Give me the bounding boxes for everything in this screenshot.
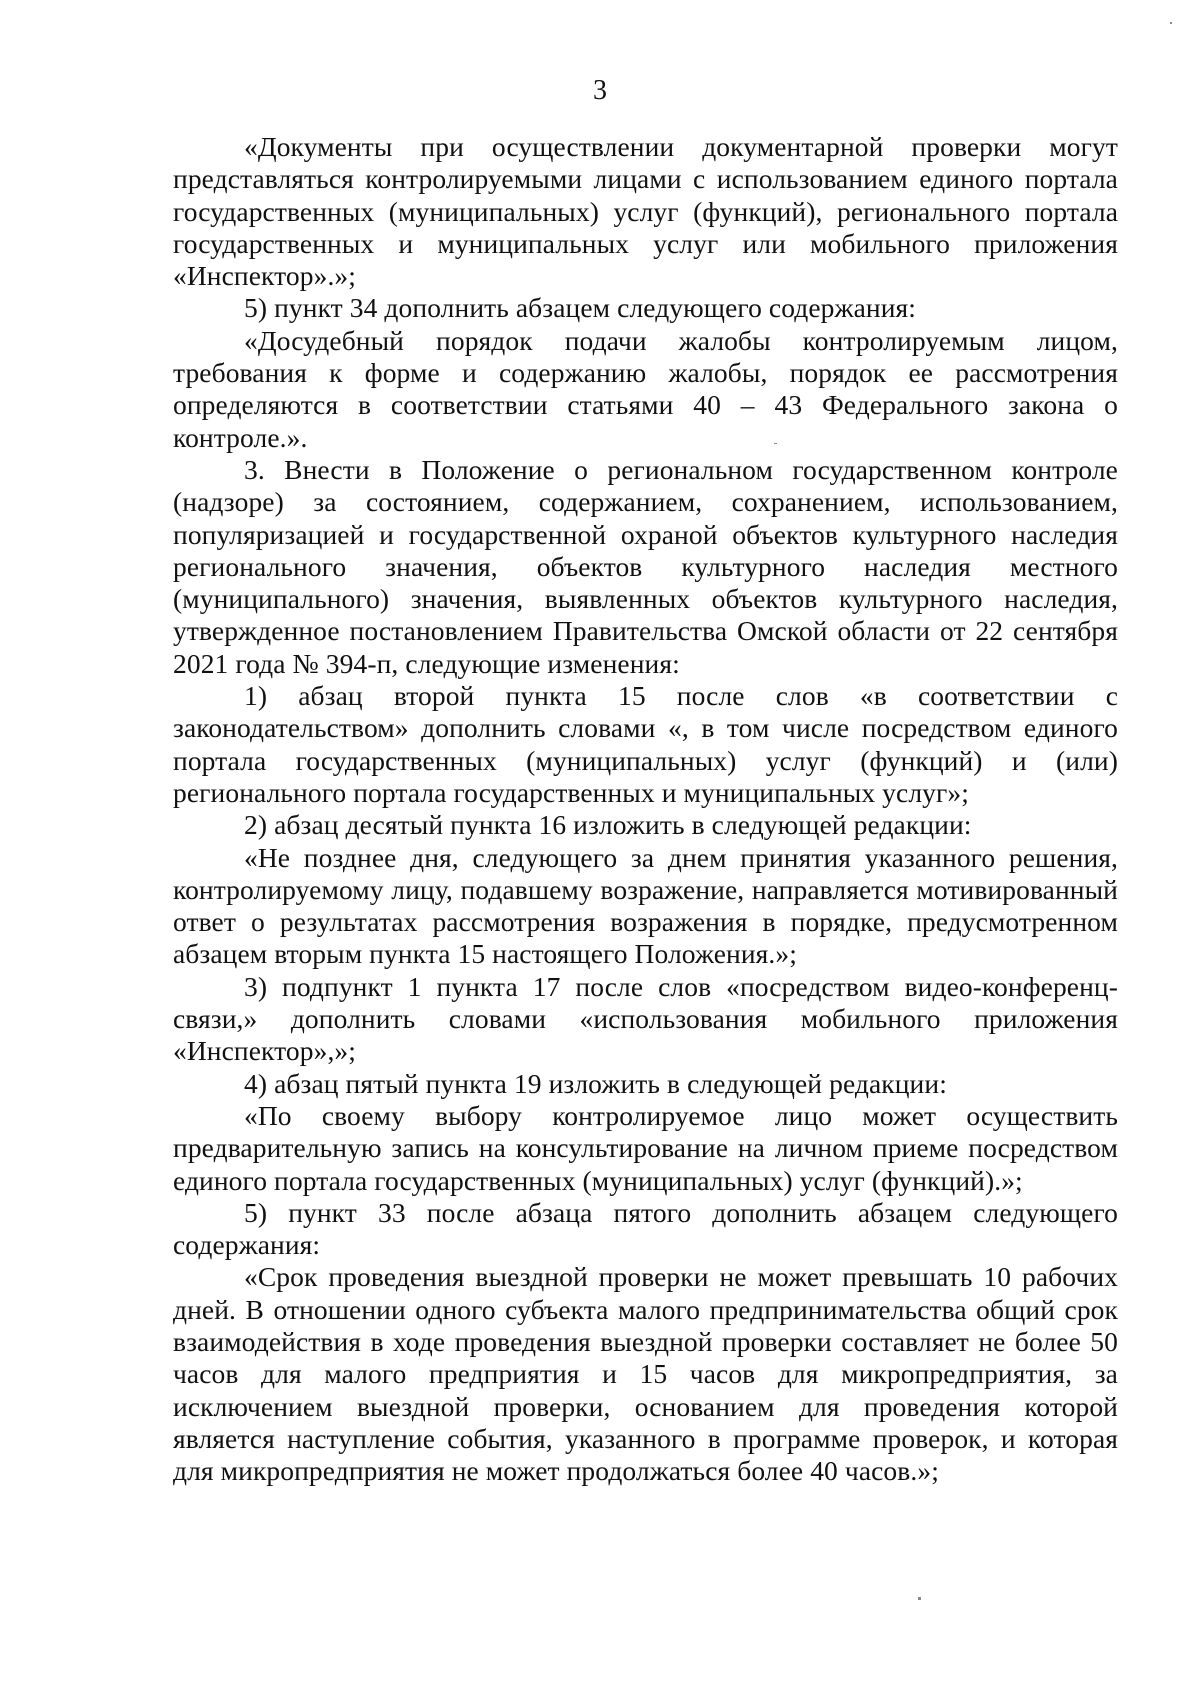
paragraph-item-1: 1) абзац второй пункта 15 после слов «в соответствии с законодательством» дополнить словами «, в том числе посредством единого портала государственных (муниципальных) услуг (функций) и (или) регионального портала государственных и муниципальных услуг»; xyxy=(173,680,1118,808)
paragraph-item-5-point-33: 5) пункт 33 после абзаца пятого дополнить абзацем следующего содержания: xyxy=(173,1196,1118,1261)
paragraph-item-5-point-34: 5) пункт 34 дополнить абзацем следующего содержания: xyxy=(244,292,917,324)
page-number: 3 xyxy=(593,75,607,106)
paragraph-documents-quote: «Документы при осуществлении документарной проверки могут представляться контролируемыми лицами с использованием единого портала государственных (муниципальных) услуг (функций), регионального портала государственных и муниципальных услуг или мобильного приложения «Инспектор».»; xyxy=(173,131,1118,292)
paragraph-item-4: 4) абзац пятый пункта 19 изложить в следующей редакции: xyxy=(244,1067,947,1099)
paragraph-item-2: 2) абзац десятый пункта 16 изложить в следующей редакции: xyxy=(244,809,972,841)
paragraph-inspection-term-quote: «Срок проведения выездной проверки не может превышать 10 рабочих дней. В отношении одного субъекта малого предпринимательства общий срок взаимодействия в ходе проведения выездной проверки составляет не более 50 часов для малого предприятия и 15 часов для микропредприятия, за исключением выездной проверки, основанием для проведения которой является наступление события, указанного в программе проверок, и которая для микропредприятия не может продолжаться более 40 часов.»; xyxy=(173,1261,1118,1487)
paragraph-consultation-quote: «По своему выбору контролируемое лицо может осуществить предварительную запись на консультирование на личном приеме посредством единого портала государственных (муниципальных) услуг (функций).»; xyxy=(173,1099,1118,1196)
paragraph-section-3: 3. Внести в Положение о региональном государственном контроле (надзоре) за состоянием, содержанием, сохранением, использованием, популяризацией и государственной охраной объектов культурного наследия регионального значения, объектов культурного наследия местного (муниципального) значения, выявленных объектов культурного наследия, утвержденное постановлением Правительства Омской области от 22 сентября 2021 года № 394-п, следующие изменения: xyxy=(173,453,1118,679)
document-body xyxy=(173,131,1118,1487)
scan-speck xyxy=(1170,22,1172,24)
paragraph-reply-quote: «Не позднее дня, следующего за днем принятия указанного решения, контролируемому лицу, подавшему возражение, направляется мотивированный ответ о результатах рассмотрения возражения в порядке, предусмотренном абзацем вторым пункта 15 настоящего Положения.»; xyxy=(173,841,1118,970)
paragraph-pretrial-complaint-quote: «Досудебный порядок подачи жалобы контролируемым лицом, требования к форме и содержанию жалобы, порядок ее рассмотрения определяются в соответствии статьями 40 – 43 Федерального закона о контроле.». xyxy=(173,324,1118,453)
paragraph-item-3: 3) подпункт 1 пункта 17 после слов «посредством видео-конференц-связи,» дополнить словами «использования мобильного приложения «Инспектор»,»; xyxy=(173,970,1118,1067)
scan-speck xyxy=(918,1597,921,1600)
